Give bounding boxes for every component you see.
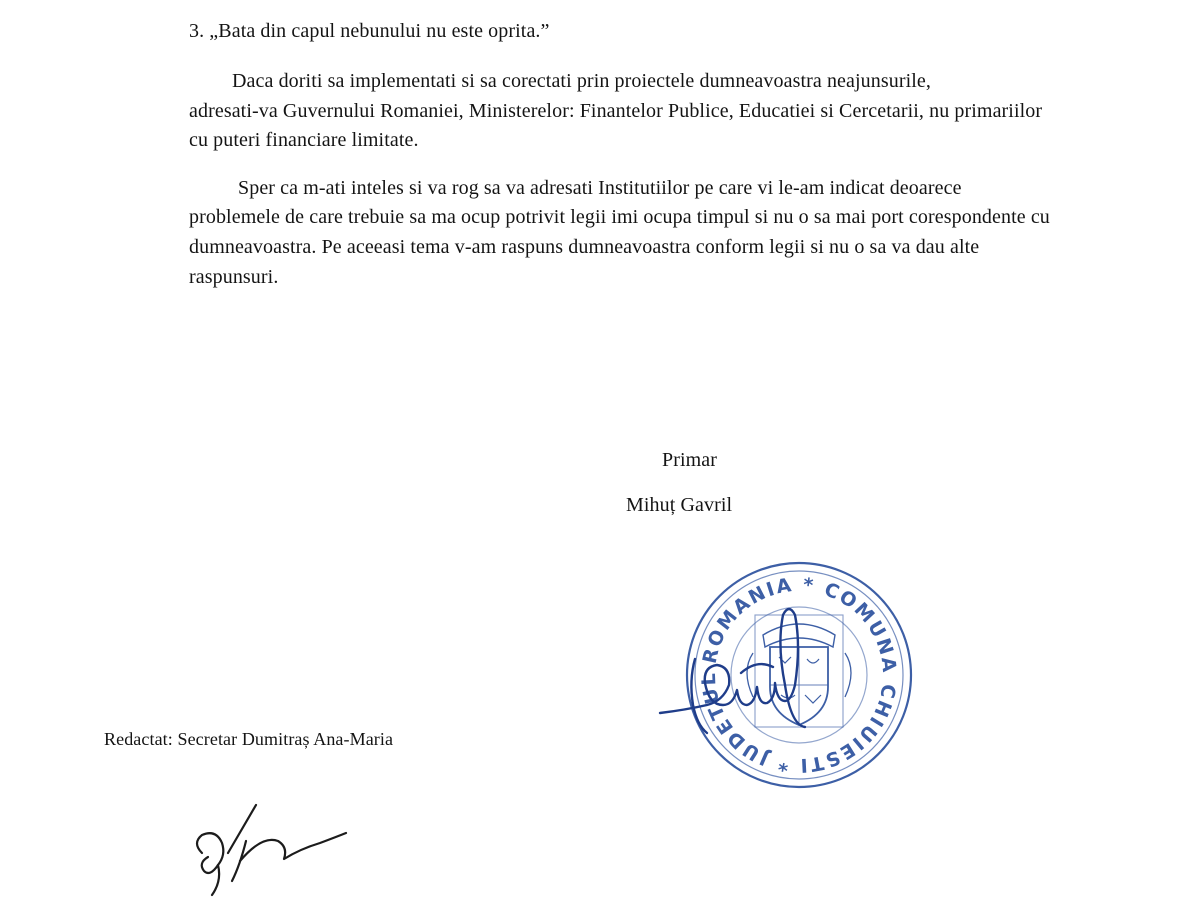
official-stamp [645,555,935,800]
stamp-seal-icon [645,555,935,800]
signatory-title: Primar [662,449,718,471]
handwritten-signature-icon [180,795,360,900]
paragraph-1-line-3: cu puteri financiare limitate. [189,129,419,151]
svg-text:ROMANIA * COMUNA CHIUIESTI * J: ROMANIA * COMUNA CHIUIESTI * JUDETUL [697,573,901,777]
signatory-name: Mihuț Gavril [626,494,733,516]
drafted-by: Redactat: Secretar Dumitraș Ana-Maria [104,729,394,749]
paragraph-1-line-2: adresati-va Guvernului Romaniei, Ministerelor: Finantelor Publice, Educatiei si Cercetarii, nu primariilor [189,100,1043,122]
paragraph-2-line-3: dumneavoastra. Pe aceeasi tema v-am raspuns dumneavoastra conform legii si nu o sa va dau alte [189,236,980,258]
secretary-signature [180,795,360,900]
paragraph-2-line-2: problemele de care trebuie sa ma ocup potrivit legii imi ocupa timpul si nu o sa mai port corespondente cu [189,206,1050,228]
paragraph-2-line-1: Sper ca m-ati inteles si va rog sa va adresati Institutiilor pe care vi le-am indicat deoarece [238,177,962,199]
paragraph-2-line-4: raspunsuri. [189,266,279,288]
point-3: 3. „Bata din capul nebunului nu este oprita.” [189,20,550,42]
paragraph-1-line-1: Daca doriti sa implementati si sa corectati prin proiectele dumneavoastra neajunsurile, [232,70,931,92]
